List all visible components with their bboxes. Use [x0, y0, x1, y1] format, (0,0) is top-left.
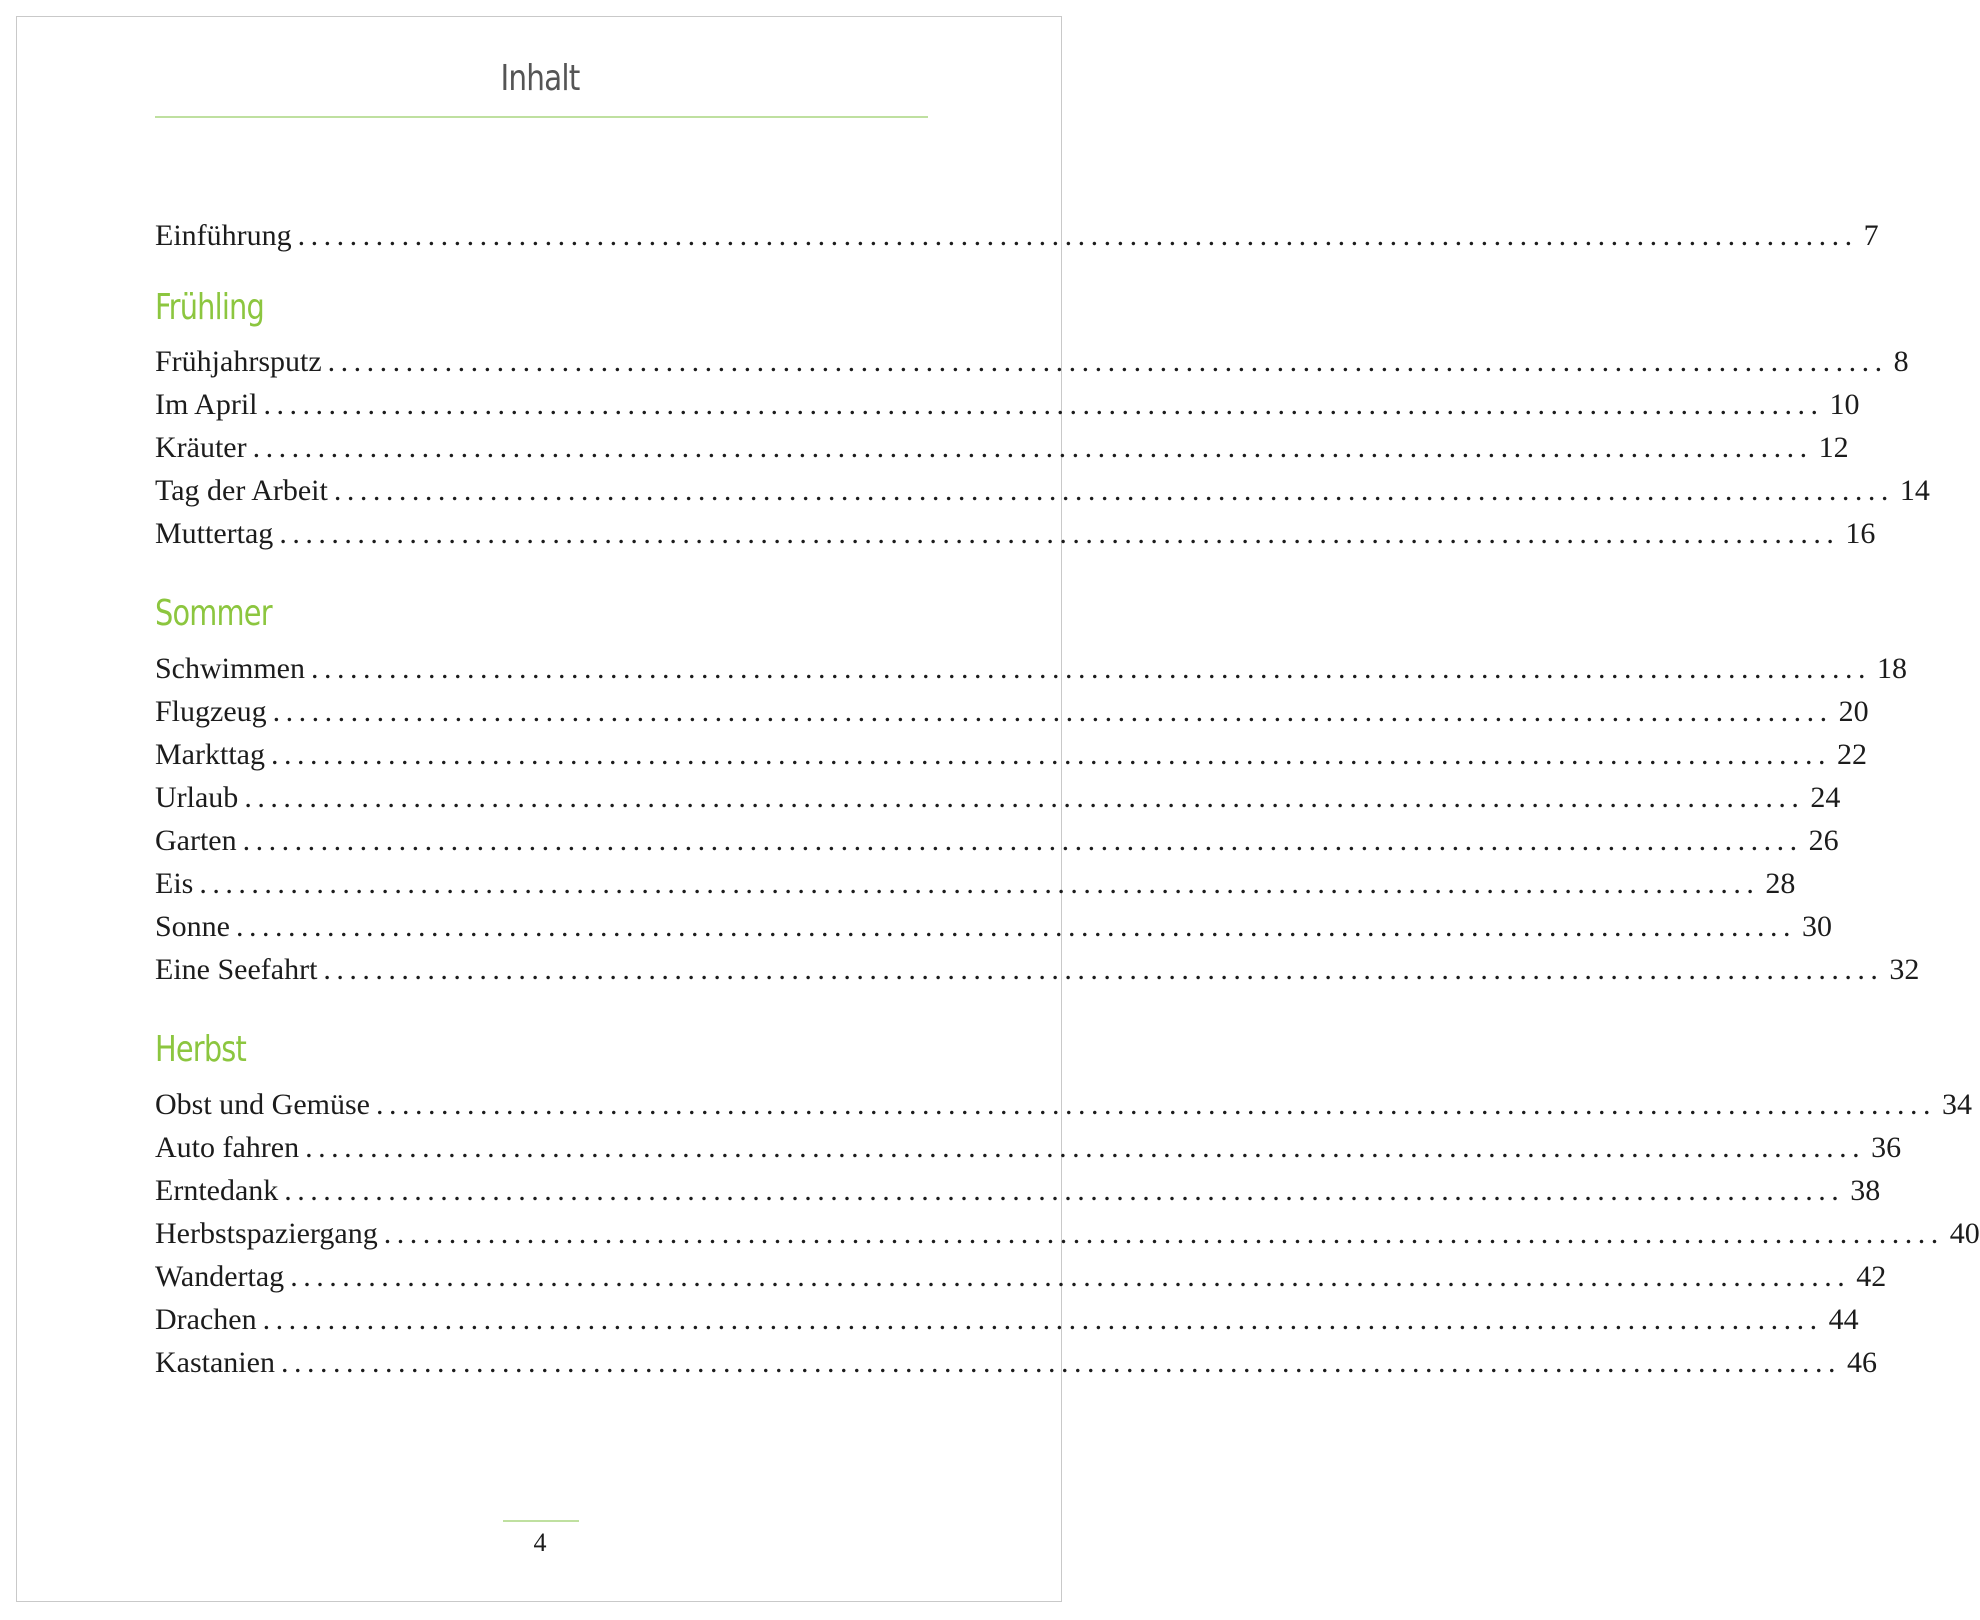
- dot-leader: ........................................................................................................................: [252, 431, 1813, 464]
- toc-entry-label: Eine Seefahrt: [155, 953, 318, 986]
- toc-entry-page: 14: [1899, 474, 1930, 507]
- toc-entry-label: Urlaub: [155, 781, 239, 814]
- toc-entry-label: Drachen: [155, 1303, 257, 1336]
- section-heading-autumn: Herbst: [155, 1029, 246, 1070]
- toc-entry-page: 46: [1846, 1346, 1877, 1379]
- toc-entry[interactable]: [155, 1257, 1887, 1297]
- section-heading-summer: Sommer: [155, 593, 272, 634]
- dot-leader: ........................................................................................................................: [305, 1131, 1866, 1164]
- dot-leader: ........................................................................................................................: [272, 695, 1833, 728]
- dot-leader: ........................................................................................................................: [327, 345, 1888, 378]
- toc-entry-label: Markttag: [155, 738, 265, 771]
- toc-entry[interactable]: [155, 1214, 1980, 1254]
- toc-entry-page: 28: [1765, 867, 1796, 900]
- toc-entry-label: Obst und Gemüse: [155, 1088, 370, 1121]
- toc-entry-label: Garten: [155, 824, 237, 857]
- dot-leader: ........................................................................................................................: [244, 781, 1805, 814]
- dot-leader: ........................................................................................................................: [333, 474, 1894, 507]
- toc-entry[interactable]: [155, 778, 1841, 818]
- toc-entry-label: Eis: [155, 867, 194, 900]
- toc-entry-label: Sonne: [155, 910, 230, 943]
- toc-entry-label: Im April: [155, 388, 258, 421]
- toc-entry-label: Auto fahren: [155, 1131, 300, 1164]
- toc-entry-label: Kräuter: [155, 431, 247, 464]
- page-number: 4: [533, 1528, 547, 1557]
- toc-entry-page: 8: [1893, 345, 1909, 378]
- dot-leader: ........................................................................................................................: [375, 1088, 1936, 1121]
- toc-entry-page: 32: [1889, 953, 1920, 986]
- toc-entry[interactable]: [155, 1171, 1881, 1211]
- toc-entry[interactable]: [155, 514, 1876, 554]
- dot-leader: ........................................................................................................................: [263, 388, 1824, 421]
- toc-entry-label: Schwimmen: [155, 652, 305, 685]
- footer-divider: [503, 1520, 579, 1522]
- toc-entry-label: Flugzeug: [155, 695, 267, 728]
- toc-entry-label: Tag der Arbeit: [155, 474, 328, 507]
- toc-entry[interactable]: [155, 471, 1930, 511]
- dot-leader: ........................................................................................................................: [262, 1303, 1823, 1336]
- toc-entry-page: 38: [1850, 1174, 1881, 1207]
- toc-entry-page: 44: [1828, 1303, 1859, 1336]
- toc-entry-page: 16: [1845, 517, 1876, 550]
- toc-entry-page: 24: [1810, 781, 1841, 814]
- toc-entry[interactable]: [155, 342, 1909, 382]
- toc-entry[interactable]: [155, 649, 1907, 689]
- dot-leader: ........................................................................................................................: [323, 953, 1884, 986]
- dot-leader: ........................................................................................................................: [270, 738, 1831, 771]
- dot-leader: ........................................................................................................................: [279, 517, 1840, 550]
- toc-entry-page: 42: [1856, 1260, 1887, 1293]
- dot-leader: ........................................................................................................................: [311, 652, 1871, 685]
- dot-leader: ........................................................................................................................: [297, 219, 1858, 252]
- toc-entry-label: Erntedank: [155, 1174, 279, 1207]
- toc-entry[interactable]: [155, 1343, 1877, 1383]
- toc-entry-page: 10: [1829, 388, 1860, 421]
- dot-leader: ........................................................................................................................: [199, 867, 1760, 900]
- toc-entry[interactable]: [155, 1128, 1902, 1168]
- toc-entry[interactable]: [155, 864, 1796, 904]
- dot-leader: ........................................................................................................................: [242, 824, 1803, 857]
- toc-entry[interactable]: [155, 1300, 1859, 1340]
- toc-entry[interactable]: [155, 735, 1867, 775]
- toc-entry-label: Kastanien: [155, 1346, 275, 1379]
- toc-entry-label: Muttertag: [155, 517, 274, 550]
- toc-entry-page: 18: [1877, 652, 1907, 685]
- toc-entry[interactable]: [155, 907, 1832, 947]
- toc-entry[interactable]: [155, 950, 1920, 990]
- dot-leader: ........................................................................................................................: [236, 910, 1796, 943]
- section-heading-spring: Frühling: [155, 287, 264, 328]
- toc-entry[interactable]: [155, 821, 1839, 861]
- dot-leader: ........................................................................................................................: [284, 1174, 1845, 1207]
- dot-leader: ........................................................................................................................: [383, 1217, 1944, 1250]
- toc-entry-label: Einführung: [155, 219, 292, 252]
- toc-entry-page: 30: [1802, 910, 1832, 943]
- table-of-contents: [155, 0, 1980, 1620]
- toc-entry[interactable]: [155, 385, 1860, 425]
- toc-entry-page: 36: [1871, 1131, 1902, 1164]
- toc-entry-page: 12: [1818, 431, 1849, 464]
- toc-entry-page: 34: [1941, 1088, 1972, 1121]
- dot-leader: ........................................................................................................................: [280, 1346, 1841, 1379]
- page-title: Inhalt: [500, 58, 580, 99]
- toc-entry[interactable]: [155, 1085, 1972, 1125]
- toc-entry-page: 40: [1949, 1217, 1980, 1250]
- dot-leader: ........................................................................................................................: [290, 1260, 1851, 1293]
- toc-entry[interactable]: [155, 692, 1869, 732]
- toc-entry-page: 26: [1808, 824, 1839, 857]
- toc-entry-page: 20: [1838, 695, 1869, 728]
- toc-entry-page: 7: [1863, 219, 1879, 252]
- toc-entry-label: Frühjahrsputz: [155, 345, 322, 378]
- toc-entry-intro[interactable]: [155, 216, 1879, 256]
- toc-entry-label: Herbstspaziergang: [155, 1217, 378, 1250]
- toc-entry-page: 22: [1836, 738, 1867, 771]
- toc-entry-label: Wandertag: [155, 1260, 285, 1293]
- toc-entry[interactable]: [155, 428, 1849, 468]
